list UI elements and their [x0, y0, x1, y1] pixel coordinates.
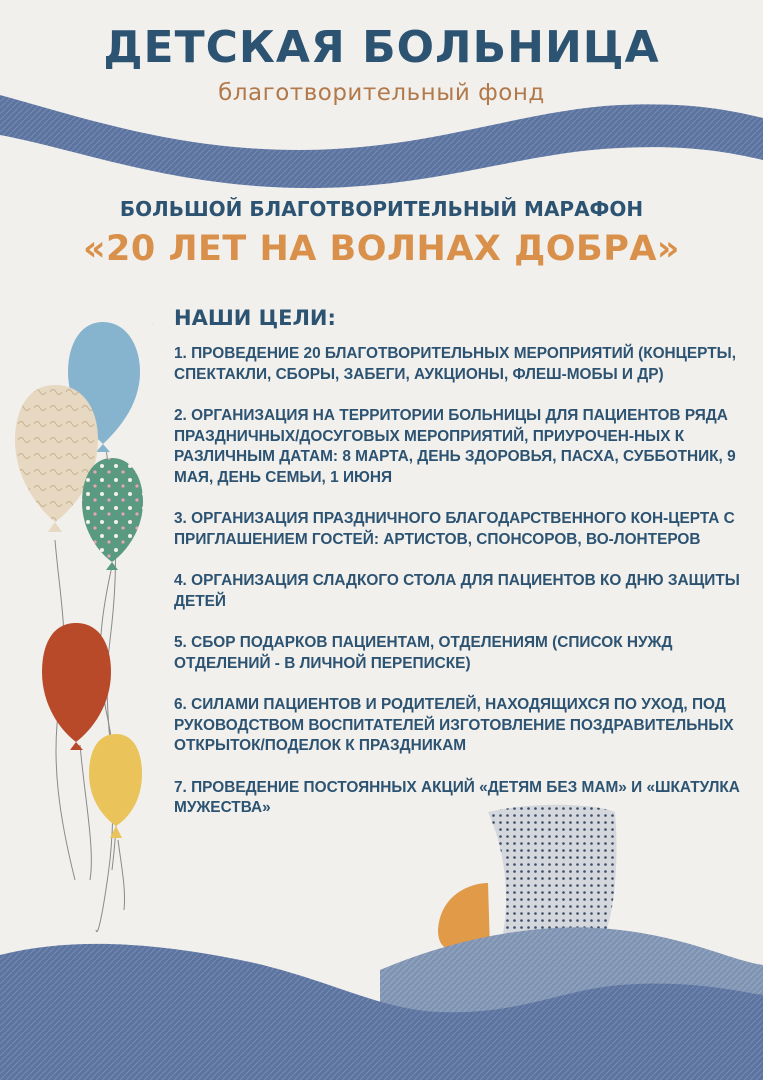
goal-item-3: 3. ОРГАНИЗАЦИЯ ПРАЗДНИЧНОГО БЛАГОДАРСТВЕННОГО КОН-ЦЕРТА С ПРИГЛАШЕНИЕМ ГОСТЕЙ: АРТИСТОВ, СПОНСОРОВ, ВО-ЛОНТЕРОВ [174, 510, 735, 548]
goal-item-4: 4. ОРГАНИЗАЦИЯ СЛАДКОГО СТОЛА ДЛЯ ПАЦИЕНТОВ КО ДНЮ ЗАЩИТЫ ДЕТЕЙ [174, 572, 740, 610]
balloon-yellow [89, 734, 142, 826]
goal-item-1: 1. ПРОВЕДЕНИЕ 20 БЛАГОТВОРИТЕЛЬНЫХ МЕРОПРИЯТИЙ (КОНЦЕРТЫ, СПЕКТАКЛИ, СБОРЫ, ЗАБЕГИ, АУКЦИОНЫ, ФЛЕШ-МОБЫ И ДР) [174, 345, 736, 383]
balloon-red [42, 623, 111, 742]
page-title: ДЕТСКАЯ БОЛЬНИЦА [103, 22, 660, 73]
goal-item-6: 6. СИЛАМИ ПАЦИЕНТОВ И РОДИТЕЛЕЙ, НАХОДЯЩИХСЯ ПО УХОД, ПОД РУКОВОДСТВОМ ВОСПИТАТЕЛЕЙ ИЗГОТОВЛЕНИЕ ПОЗДРАВИТЕЛЬНЫХ ОТКРЫТОК/ПОДЕЛОК К ПРАЗДНИКАМ [174, 696, 734, 754]
marathon-label: БОЛЬШОЙ БЛАГОТВОРИТЕЛЬНЫЙ МАРАФОН [119, 197, 644, 221]
page-subtitle: благотворительный фонд [218, 80, 545, 106]
goal-item-5: 5. СБОР ПОДАРКОВ ПАЦИЕНТАМ, ОТДЕЛЕНИЯМ (СПИСОК НУЖД ОТДЕЛЕНИЙ - В ЛИЧНОЙ ПЕРЕПИСКЕ) [174, 634, 673, 672]
balloon-green [82, 458, 143, 562]
goals-list [174, 344, 744, 840]
balloons [15, 322, 143, 838]
goals-heading: НАШИ ЦЕЛИ: [174, 306, 336, 330]
goal-item-7: 7. ПРОВЕДЕНИЕ ПОСТОЯННЫХ АКЦИЙ «ДЕТЯМ БЕЗ МАМ» И «ШКАТУЛКА МУЖЕСТВА» [174, 778, 740, 816]
top-wave [0, 95, 763, 188]
marathon-name: «20 ЛЕТ НА ВОЛНАХ ДОБРА» [82, 229, 681, 269]
goal-item-2: 2. ОРГАНИЗАЦИЯ НА ТЕРРИТОРИИ БОЛЬНИЦЫ ДЛЯ ПАЦИЕНТОВ РЯДА ПРАЗДНИЧНЫХ/ДОСУГОВЫХ МЕРОПРИЯТИЙ, ПРИУРОЧЕН-НЫХ К РАЗЛИЧНЫМ ДАТАМ: 8 МАРТА, ДЕНЬ ЗДОРОВЬЯ, ПАСХА, СУББОТНИК, 9 МАЯ, ДЕНЬ СЕМЬИ, 1 ИЮНЯ [174, 407, 736, 486]
